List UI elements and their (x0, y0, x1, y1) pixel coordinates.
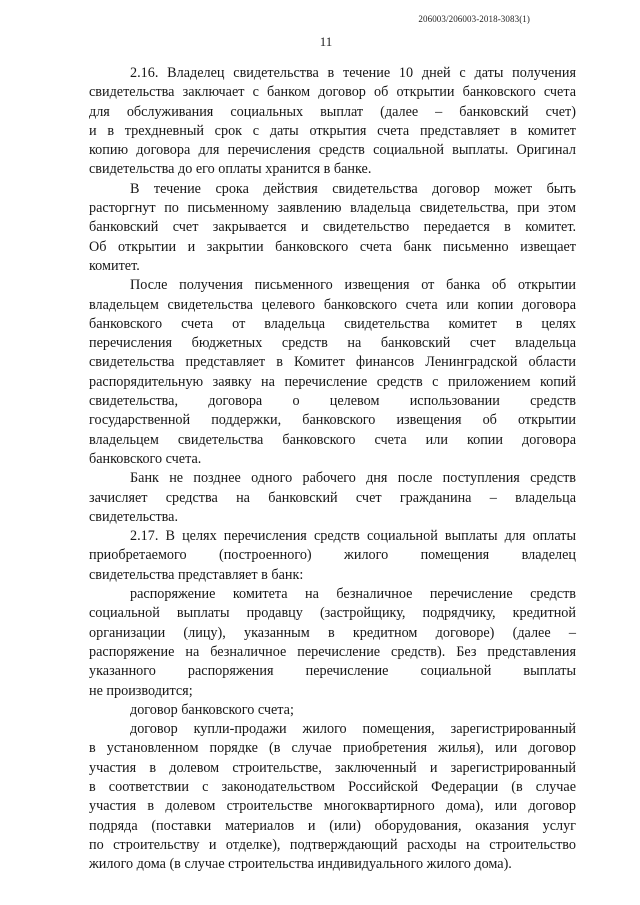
paragraph (89, 701, 576, 720)
text-line: в установленном порядке (в случае приобретения жилья), или договор (89, 740, 576, 757)
text-line: приобретаемого (построенного) жилого помещения владелец (89, 547, 576, 564)
text-line: распорядительную заявку на перечисление средств с приложением копий (89, 373, 576, 390)
text-line: свидетельства представляет в банк: (89, 566, 304, 583)
text-line: После получения письменного извещения от банка об открытии (130, 277, 576, 294)
text-line: свидетельства. (89, 508, 179, 525)
text-line: расторгнут по письменному заявлению владельца свидетельства, при этом (89, 200, 576, 217)
text-line: В течение срока действия свидетельства договор может быть (130, 180, 576, 197)
text-line: зачисляет средства на банковский счет гражданина – владельца (89, 489, 576, 506)
text-line: Банк не позднее одного рабочего дня после поступления средств (130, 470, 576, 487)
text-line: участия в долевом строительстве, заключенный и зарегистрированный (89, 759, 576, 776)
paragraph (89, 585, 576, 701)
text-line: жилого дома (в случае строительства индивидуального жилого дома). (89, 856, 512, 873)
document-id: 206003/206003-2018-3083(1) (418, 14, 530, 24)
text-line: 2.17. В целях перечисления средств социальной выплаты для оплаты (130, 528, 576, 545)
text-line: комитет. (89, 257, 140, 274)
paragraph (89, 527, 576, 585)
text-line: свидетельства представляет в Комитет финансов Ленинградской области (89, 354, 576, 371)
text-line: перечисления бюджетных средств на банковский счет владельца (89, 335, 576, 352)
text-line: Об открытии и закрытии банковского счета банк письменно извещает (89, 238, 576, 255)
document-body (89, 64, 576, 874)
text-line: подряда (поставки материалов и (или) оборудования, оказания услуг (89, 817, 576, 834)
text-line: владельцем свидетельства целевого банковского счета или копии договора (89, 296, 576, 313)
paragraph (89, 720, 576, 874)
text-line: участия в долевом строительстве многоквартирного дома), или договор (89, 798, 576, 815)
text-line: банковского счета от владельца свидетельства комитет в целях (89, 315, 576, 332)
paragraph (89, 276, 576, 469)
text-line: указанного распоряжения перечисление социальной выплаты (89, 663, 576, 680)
text-line: по строительству и отделке), подтверждающий расходы на строительство (89, 836, 576, 853)
text-line: банковского счета. (89, 450, 202, 467)
text-line: договор банковского счета; (130, 701, 294, 718)
text-line: для обслуживания социальных выплат (далее – банковский счет) (89, 103, 576, 120)
text-line: государственной поддержки, банковского извещения об открытии (89, 412, 576, 429)
text-line: договор купли-продажи жилого помещения, зарегистрированный (130, 721, 576, 738)
text-line: в соответствии с законодательством Российской Федерации (в случае (89, 778, 576, 795)
text-line: свидетельства до его оплаты хранится в банке. (89, 161, 372, 178)
text-line: социальной выплаты продавцу (застройщику, подрядчику, кредитной (89, 605, 576, 622)
paragraph (89, 180, 576, 276)
text-line: организации (лицу), указанным в кредитном договоре) (далее – (89, 624, 576, 641)
text-line: и в трехдневный срок с даты открытия счета представляет в комитет (89, 122, 576, 139)
paragraph (89, 469, 576, 527)
text-line: 2.16. Владелец свидетельства в течение 10 дней с даты получения (130, 65, 576, 81)
text-line: распоряжение на безналичное перечисление средств). Без представления (89, 643, 576, 660)
text-line: свидетельства, договора о целевом использовании средств (89, 393, 576, 410)
text-line: не производится; (89, 682, 193, 699)
text-line: копию договора для перечисления средств социальной выплаты. Оригинал (89, 142, 576, 159)
text-line: свидетельства заключает с банком договор об открытии банковского счета (89, 84, 576, 101)
text-line: распоряжение комитета на безналичное перечисление средств (130, 586, 576, 603)
text-line: владельцем свидетельства банковского счета или копии договора (89, 431, 576, 448)
page-number: 11 (319, 34, 333, 49)
text-line: банковский счет закрывается и свидетельство передается в комитет. (89, 219, 576, 236)
paragraph (89, 64, 576, 180)
